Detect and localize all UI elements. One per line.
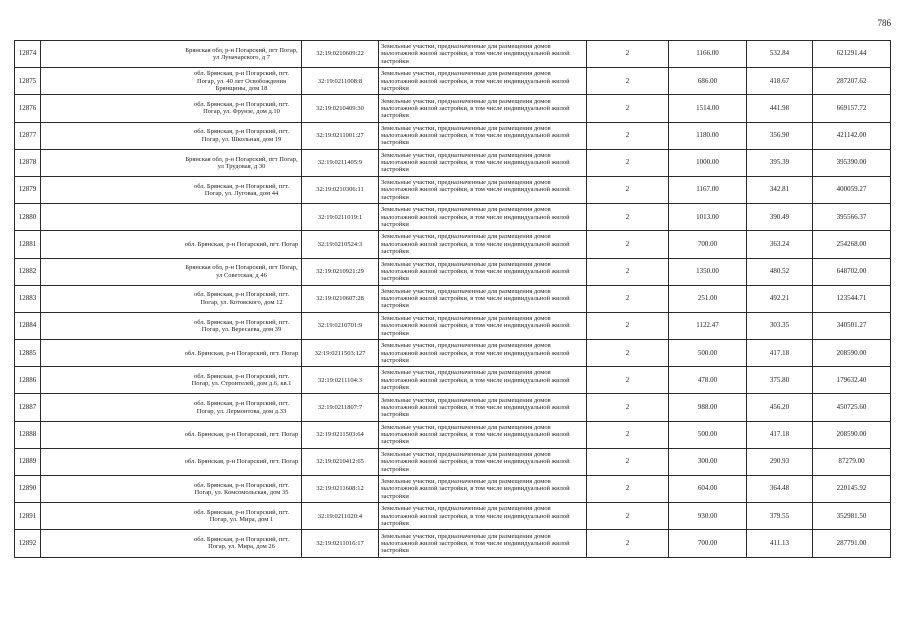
land-use-cell: Земельные участки, предназначенные для размещения домов малоэтажной жилой застройки, в том числе индивидуальной жилой застройки bbox=[379, 503, 587, 530]
table-row bbox=[15, 68, 891, 95]
address-cell: Брянская обл, р-н Погарский, пгт Погар, ул Луначарского, д 7 bbox=[41, 41, 302, 68]
land-use-cell: Земельные участки, предназначенные для размещения домов малоэтажной жилой застройки, в том числе индивидуальной жилой застройки bbox=[379, 149, 587, 176]
area-cell: 1013.00 bbox=[669, 204, 747, 231]
group-cell: 2 bbox=[587, 176, 669, 203]
table-row bbox=[15, 176, 891, 203]
address-cell: обл. Брянская, р-н Погарский, пгт. Погар bbox=[41, 421, 302, 448]
cadastral-value-cell: 621291.44 bbox=[813, 41, 891, 68]
table-row bbox=[15, 503, 891, 530]
cadastral-number-cell: 32:19:0211608:12 bbox=[302, 476, 379, 503]
group-cell: 2 bbox=[587, 231, 669, 258]
group-cell: 2 bbox=[587, 68, 669, 95]
specific-value-cell: 480.52 bbox=[747, 258, 813, 285]
specific-value-cell: 363.24 bbox=[747, 231, 813, 258]
specific-value-cell: 532.84 bbox=[747, 41, 813, 68]
group-cell: 2 bbox=[587, 421, 669, 448]
table-row bbox=[15, 285, 891, 312]
address-cell: обл. Брянская, р-н Погарский, пгт. Погар, ул. Комсомольская, дом 35 bbox=[41, 476, 302, 503]
area-cell: 700.00 bbox=[669, 530, 747, 557]
land-use-cell: Земельные участки, предназначенные для размещения домов малоэтажной жилой застройки, в том числе индивидуальной жилой застройки bbox=[379, 258, 587, 285]
area-cell: 1180.00 bbox=[669, 122, 747, 149]
row-id-cell: 12890 bbox=[15, 476, 41, 503]
address-cell: обл. Брянская, р-н Погарский, пгт. Погар bbox=[41, 231, 302, 258]
address-cell: обл. Брянская, р-н Погарский, пгт. Погар, ул. Мира, дом 26 bbox=[41, 530, 302, 557]
area-cell: 930.00 bbox=[669, 503, 747, 530]
cadastral-number-cell: 32:19:0210412:65 bbox=[302, 448, 379, 475]
cadastral-number-cell: 32:19:0210409:30 bbox=[302, 95, 379, 122]
table-row bbox=[15, 95, 891, 122]
land-use-cell: Земельные участки, предназначенные для размещения домов малоэтажной жилой застройки, в том числе индивидуальной жилой застройки bbox=[379, 312, 587, 339]
group-cell: 2 bbox=[587, 340, 669, 367]
area-cell: 300.00 bbox=[669, 448, 747, 475]
area-cell: 686.00 bbox=[669, 68, 747, 95]
area-cell: 604.00 bbox=[669, 476, 747, 503]
table-row bbox=[15, 448, 891, 475]
area-cell: 1122.47 bbox=[669, 312, 747, 339]
table-row bbox=[15, 394, 891, 421]
table-row bbox=[15, 340, 891, 367]
group-cell: 2 bbox=[587, 149, 669, 176]
land-use-cell: Земельные участки, предназначенные для размещения домов малоэтажной жилой застройки, в том числе индивидуальной жилой застройки bbox=[379, 394, 587, 421]
specific-value-cell: 411.13 bbox=[747, 530, 813, 557]
area-cell: 1350.00 bbox=[669, 258, 747, 285]
cadastral-number-cell: 32:19:0211503:64 bbox=[302, 421, 379, 448]
land-use-cell: Земельные участки, предназначенные для размещения домов малоэтажной жилой застройки, в том числе индивидуальной жилой застройки bbox=[379, 41, 587, 68]
table-row bbox=[15, 41, 891, 68]
row-id-cell: 12880 bbox=[15, 204, 41, 231]
table-row bbox=[15, 231, 891, 258]
cadastral-number-cell: 32:19:0211008:8 bbox=[302, 68, 379, 95]
land-use-cell: Земельные участки, предназначенные для размещения домов малоэтажной жилой застройки, в том числе индивидуальной жилой застройки bbox=[379, 285, 587, 312]
specific-value-cell: 342.81 bbox=[747, 176, 813, 203]
table-row bbox=[15, 204, 891, 231]
table-row bbox=[15, 122, 891, 149]
cadastral-value-cell: 123544.71 bbox=[813, 285, 891, 312]
address-cell bbox=[41, 204, 302, 231]
address-cell: обл. Брянская, р-н Погарский, пгт. Погар, ул. Строителей, дом д.6, кв.1 bbox=[41, 367, 302, 394]
table-body bbox=[15, 41, 891, 558]
cadastral-value-cell: 340501.27 bbox=[813, 312, 891, 339]
row-id-cell: 12885 bbox=[15, 340, 41, 367]
table-row bbox=[15, 530, 891, 557]
land-use-cell: Земельные участки, предназначенные для размещения домов малоэтажной жилой застройки, в том числе индивидуальной жилой застройки bbox=[379, 95, 587, 122]
row-id-cell: 12891 bbox=[15, 503, 41, 530]
specific-value-cell: 418.67 bbox=[747, 68, 813, 95]
cadastral-number-cell: 32:19:0210306:11 bbox=[302, 176, 379, 203]
address-cell: Брянская обл, р-н Погарский, пгт Погар, ул Трудовая, д 30 bbox=[41, 149, 302, 176]
row-id-cell: 12884 bbox=[15, 312, 41, 339]
cadastral-number-cell: 32:19:0211104:3 bbox=[302, 367, 379, 394]
group-cell: 2 bbox=[587, 122, 669, 149]
cadastral-number-cell: 32:19:0210524:3 bbox=[302, 231, 379, 258]
row-id-cell: 12879 bbox=[15, 176, 41, 203]
area-cell: 1167.00 bbox=[669, 176, 747, 203]
group-cell: 2 bbox=[587, 448, 669, 475]
cadastral-value-cell: 220145.92 bbox=[813, 476, 891, 503]
cadastral-number-cell: 32:19:0211405:9 bbox=[302, 149, 379, 176]
cadastral-number-cell: 32:19:0210607:28 bbox=[302, 285, 379, 312]
row-id-cell: 12889 bbox=[15, 448, 41, 475]
group-cell: 2 bbox=[587, 204, 669, 231]
land-use-cell: Земельные участки, предназначенные для размещения домов малоэтажной жилой застройки, в том числе индивидуальной жилой застройки bbox=[379, 367, 587, 394]
group-cell: 2 bbox=[587, 41, 669, 68]
area-cell: 500.00 bbox=[669, 340, 747, 367]
row-id-cell: 12876 bbox=[15, 95, 41, 122]
cadastral-value-cell: 208590.00 bbox=[813, 340, 891, 367]
address-cell: обл. Брянская, р-н Погарский, пгт. Погар, ул. Луговая, дом 44 bbox=[41, 176, 302, 203]
area-cell: 988.00 bbox=[669, 394, 747, 421]
group-cell: 2 bbox=[587, 312, 669, 339]
area-cell: 1514.00 bbox=[669, 95, 747, 122]
table-row bbox=[15, 421, 891, 448]
land-use-cell: Земельные участки, предназначенные для размещения домов малоэтажной жилой застройки, в том числе индивидуальной жилой застройки bbox=[379, 476, 587, 503]
cadastral-value-cell: 400059.27 bbox=[813, 176, 891, 203]
group-cell: 2 bbox=[587, 95, 669, 122]
address-cell: обл. Брянская, р-н Погарский, пгт. Погар, ул. Котовского, дом 12 bbox=[41, 285, 302, 312]
cadastral-value-table bbox=[14, 40, 891, 558]
specific-value-cell: 395.39 bbox=[747, 149, 813, 176]
row-id-cell: 12882 bbox=[15, 258, 41, 285]
land-use-cell: Земельные участки, предназначенные для размещения домов малоэтажной жилой застройки, в том числе индивидуальной жилой застройки bbox=[379, 231, 587, 258]
row-id-cell: 12878 bbox=[15, 149, 41, 176]
cadastral-number-cell: 32:19:0210921:29 bbox=[302, 258, 379, 285]
cadastral-value-cell: 352981.50 bbox=[813, 503, 891, 530]
address-cell: обл. Брянская, р-н Погарский, пгт. Погар, ул. Фрунзе, дом д.10 bbox=[41, 95, 302, 122]
area-cell: 478.00 bbox=[669, 367, 747, 394]
land-use-cell: Земельные участки, предназначенные для размещения домов малоэтажной жилой застройки, в том числе индивидуальной жилой застройки bbox=[379, 448, 587, 475]
table-row bbox=[15, 367, 891, 394]
address-cell: обл. Брянская, р-н Погарский, пгт. Погар bbox=[41, 340, 302, 367]
cadastral-value-cell: 450725.60 bbox=[813, 394, 891, 421]
address-cell: обл. Брянская, р-н Погарский, пгт. Погар, ул. Школьная, дом 19 bbox=[41, 122, 302, 149]
cadastral-value-cell: 287207.62 bbox=[813, 68, 891, 95]
specific-value-cell: 375.80 bbox=[747, 367, 813, 394]
row-id-cell: 12875 bbox=[15, 68, 41, 95]
cadastral-value-cell: 395566.37 bbox=[813, 204, 891, 231]
land-use-cell: Земельные участки, предназначенные для размещения домов малоэтажной жилой застройки, в том числе индивидуальной жилой застройки bbox=[379, 421, 587, 448]
address-cell: Брянская обл, р-н Погарский, пгт Погар, ул Советская, д 46 bbox=[41, 258, 302, 285]
table-row bbox=[15, 476, 891, 503]
land-use-cell: Земельные участки, предназначенные для размещения домов малоэтажной жилой застройки, в том числе индивидуальной жилой застройки bbox=[379, 68, 587, 95]
group-cell: 2 bbox=[587, 530, 669, 557]
cadastral-number-cell: 32:19:0211503:127 bbox=[302, 340, 379, 367]
specific-value-cell: 290.93 bbox=[747, 448, 813, 475]
row-id-cell: 12877 bbox=[15, 122, 41, 149]
area-cell: 1000.00 bbox=[669, 149, 747, 176]
cadastral-number-cell: 32:19:0211019:1 bbox=[302, 204, 379, 231]
land-use-cell: Земельные участки, предназначенные для размещения домов малоэтажной жилой застройки, в том числе индивидуальной жилой застройки bbox=[379, 122, 587, 149]
cadastral-number-cell: 32:19:0211807:7 bbox=[302, 394, 379, 421]
cadastral-value-cell: 208590.00 bbox=[813, 421, 891, 448]
specific-value-cell: 441.98 bbox=[747, 95, 813, 122]
cadastral-value-cell: 179632.40 bbox=[813, 367, 891, 394]
cadastral-number-cell: 32:19:0211020:4 bbox=[302, 503, 379, 530]
address-cell: обл. Брянская, р-н Погарский, пгт. Погар, ул. Лермонтова, дом д.33 bbox=[41, 394, 302, 421]
group-cell: 2 bbox=[587, 285, 669, 312]
group-cell: 2 bbox=[587, 503, 669, 530]
specific-value-cell: 364.48 bbox=[747, 476, 813, 503]
cadastral-number-cell: 32:19:0211016:17 bbox=[302, 530, 379, 557]
land-use-cell: Земельные участки, предназначенные для размещения домов малоэтажной жилой застройки, в том числе индивидуальной жилой застройки bbox=[379, 340, 587, 367]
row-id-cell: 12888 bbox=[15, 421, 41, 448]
address-cell: обл. Брянская, р-н Погарский, пгт. Погар, ул. 40 лет Освобождения Брянщины, дом 18 bbox=[41, 68, 302, 95]
cadastral-value-cell: 669157.72 bbox=[813, 95, 891, 122]
specific-value-cell: 492.21 bbox=[747, 285, 813, 312]
group-cell: 2 bbox=[587, 367, 669, 394]
area-cell: 251.00 bbox=[669, 285, 747, 312]
specific-value-cell: 390.49 bbox=[747, 204, 813, 231]
cadastral-value-cell: 254268.00 bbox=[813, 231, 891, 258]
page-number: 786 bbox=[877, 18, 891, 28]
table-row bbox=[15, 312, 891, 339]
specific-value-cell: 356.90 bbox=[747, 122, 813, 149]
address-cell: обл. Брянская, р-н Погарский, пгт. Погар bbox=[41, 448, 302, 475]
specific-value-cell: 456.20 bbox=[747, 394, 813, 421]
cadastral-value-cell: 87279.00 bbox=[813, 448, 891, 475]
specific-value-cell: 417.18 bbox=[747, 421, 813, 448]
row-id-cell: 12892 bbox=[15, 530, 41, 557]
area-cell: 500.00 bbox=[669, 421, 747, 448]
row-id-cell: 12887 bbox=[15, 394, 41, 421]
specific-value-cell: 379.55 bbox=[747, 503, 813, 530]
land-use-cell: Земельные участки, предназначенные для размещения домов малоэтажной жилой застройки, в том числе индивидуальной жилой застройки bbox=[379, 530, 587, 557]
row-id-cell: 12886 bbox=[15, 367, 41, 394]
group-cell: 2 bbox=[587, 476, 669, 503]
address-cell: обл. Брянская, р-н Погарский, пгт. Погар, ул. Мира, дом 1 bbox=[41, 503, 302, 530]
land-use-cell: Земельные участки, предназначенные для размещения домов малоэтажной жилой застройки, в том числе индивидуальной жилой застройки bbox=[379, 204, 587, 231]
address-cell: обл. Брянская, р-н Погарский, пгт. Погар, ул. Вересаева, дом 39 bbox=[41, 312, 302, 339]
cadastral-number-cell: 32:19:0210609:22 bbox=[302, 41, 379, 68]
cadastral-number-cell: 32:19:0210701:9 bbox=[302, 312, 379, 339]
table-row bbox=[15, 149, 891, 176]
specific-value-cell: 417.18 bbox=[747, 340, 813, 367]
row-id-cell: 12883 bbox=[15, 285, 41, 312]
cadastral-value-cell: 287791.00 bbox=[813, 530, 891, 557]
area-cell: 700.00 bbox=[669, 231, 747, 258]
cadastral-value-cell: 395390.00 bbox=[813, 149, 891, 176]
specific-value-cell: 303.35 bbox=[747, 312, 813, 339]
row-id-cell: 12874 bbox=[15, 41, 41, 68]
cadastral-number-cell: 32:19:0211001:27 bbox=[302, 122, 379, 149]
cadastral-value-cell: 421142.00 bbox=[813, 122, 891, 149]
area-cell: 1166.00 bbox=[669, 41, 747, 68]
group-cell: 2 bbox=[587, 394, 669, 421]
group-cell: 2 bbox=[587, 258, 669, 285]
table-row bbox=[15, 258, 891, 285]
row-id-cell: 12881 bbox=[15, 231, 41, 258]
land-use-cell: Земельные участки, предназначенные для размещения домов малоэтажной жилой застройки, в том числе индивидуальной жилой застройки bbox=[379, 176, 587, 203]
cadastral-value-cell: 648702.00 bbox=[813, 258, 891, 285]
